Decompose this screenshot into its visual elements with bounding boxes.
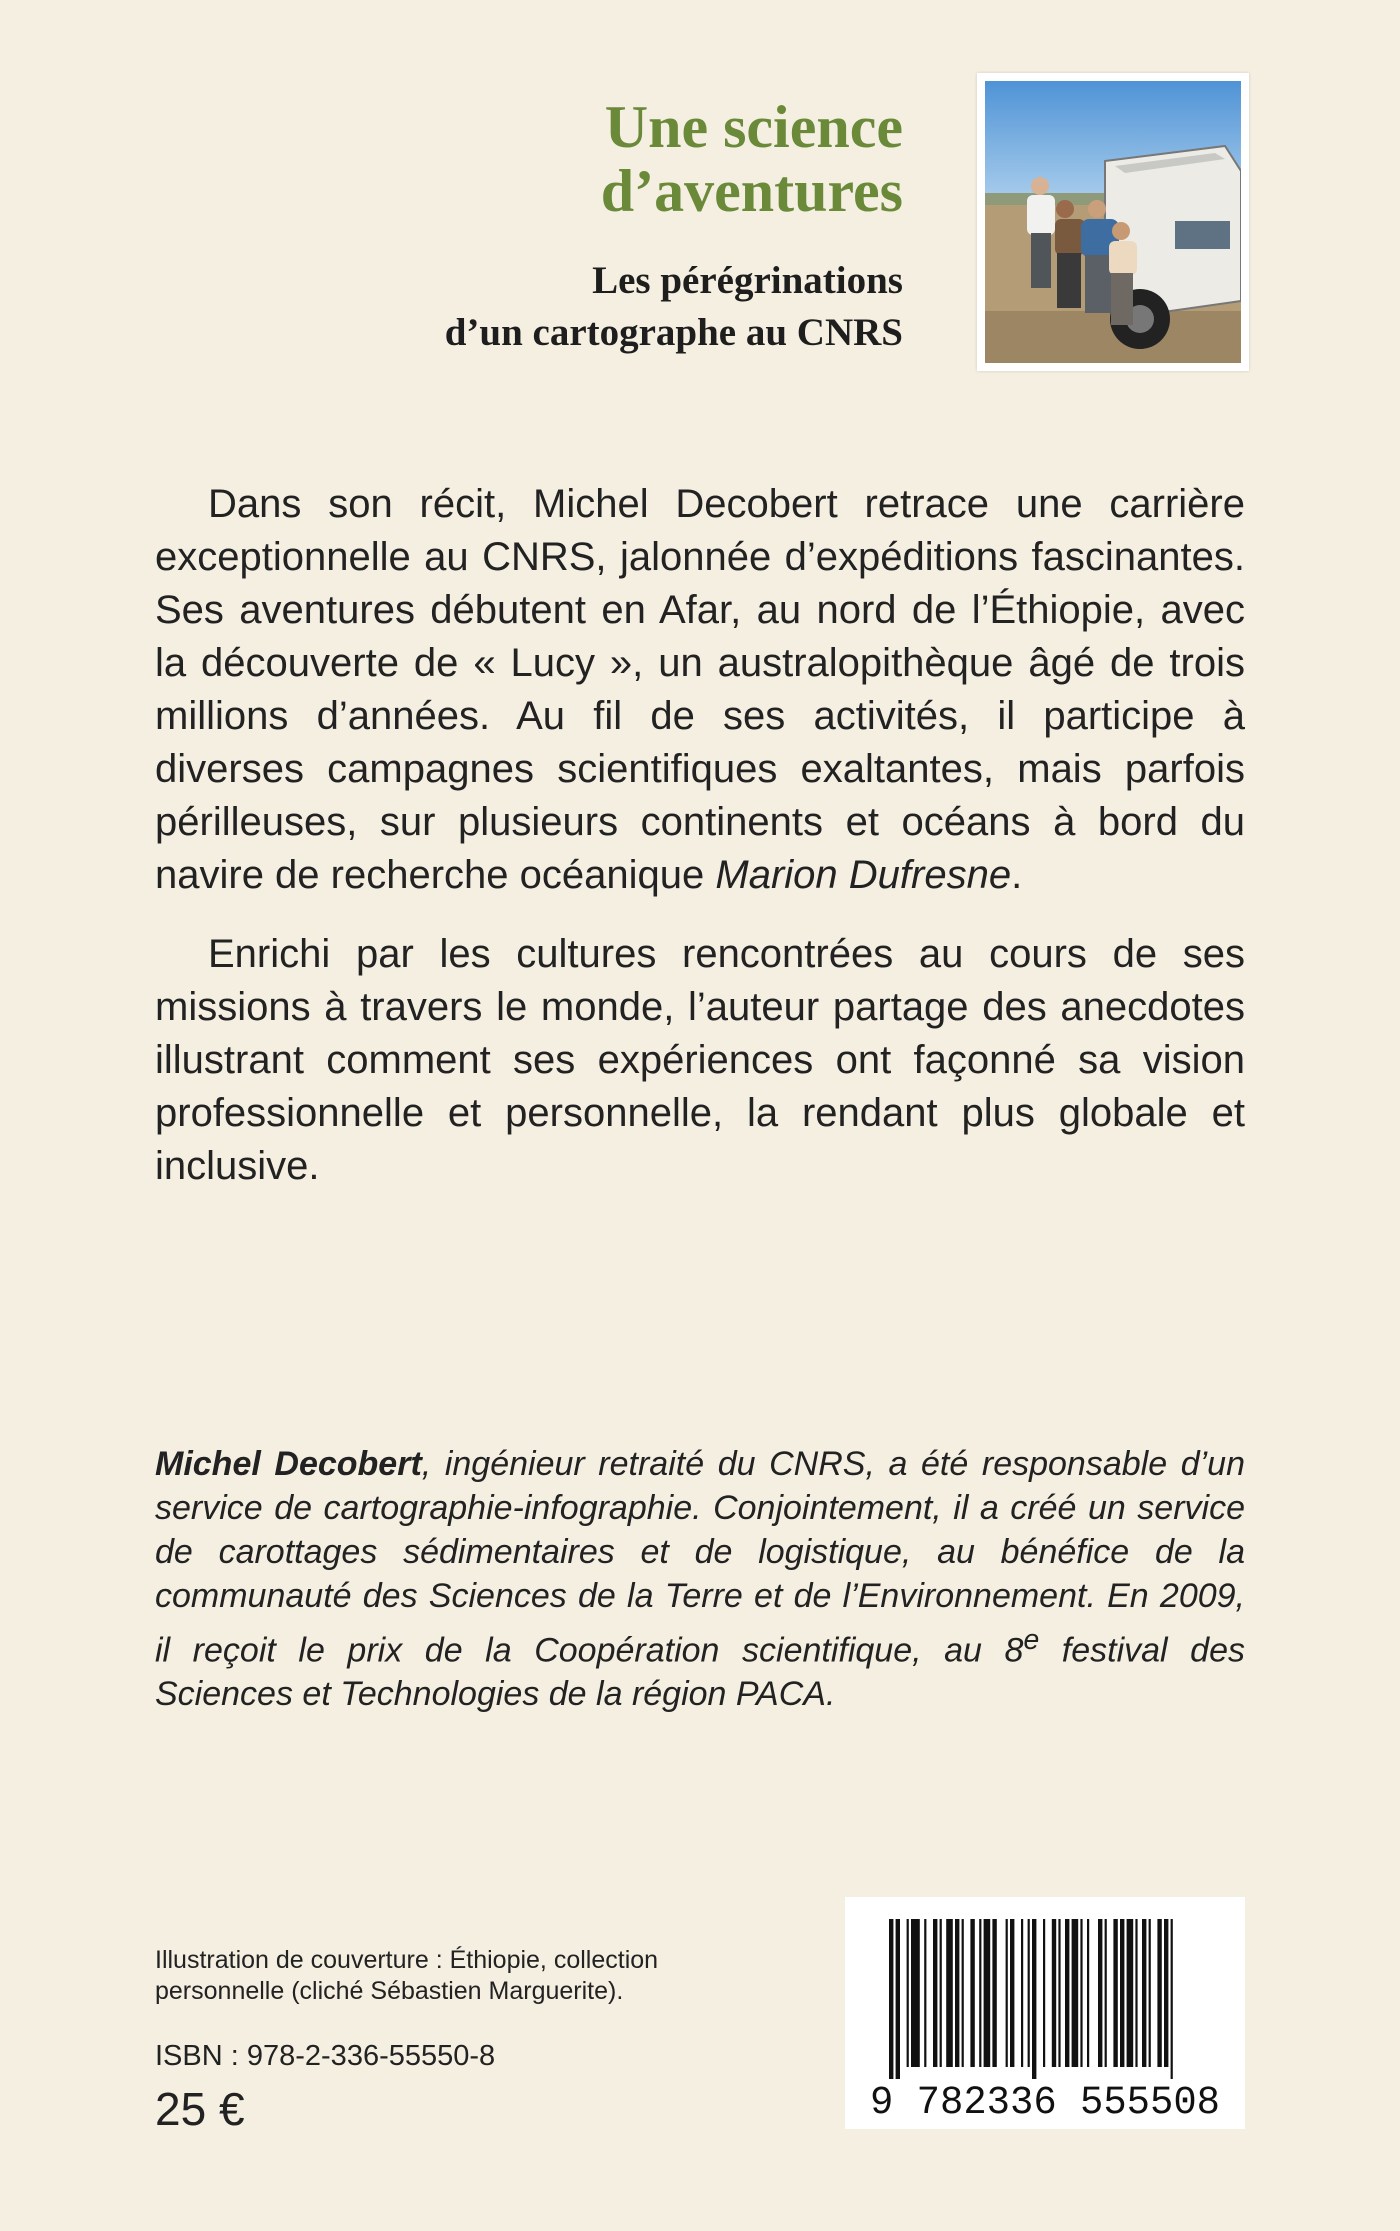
summary-paragraph-1	[155, 478, 1245, 902]
book-subtitle	[343, 255, 903, 359]
barcode-bar	[1142, 1919, 1146, 2067]
barcode	[845, 1897, 1245, 2129]
barcode-bar	[984, 1919, 991, 2067]
bio-superscript: e	[1023, 1624, 1040, 1656]
barcode-bar	[1171, 1919, 1173, 2079]
illustration-credit	[155, 1945, 715, 2007]
barcode-bar	[1065, 1919, 1069, 2067]
barcode-bar	[1135, 1919, 1137, 2067]
barcode-bar	[1072, 1919, 1079, 2067]
barcode-bar	[1052, 1919, 1056, 2067]
barcode-bar	[924, 1919, 926, 2067]
bio-text-part-2: festival des Sciences et Technologies de la région PACA.	[155, 1631, 1246, 1714]
barcode-bar	[1043, 1919, 1045, 2067]
price: 25 €	[155, 2083, 245, 2135]
subtitle-line-1: Les pérégrinations	[592, 259, 903, 302]
barcode-bar	[911, 1919, 920, 2067]
title-block	[343, 95, 903, 359]
summary-paragraph-2: Enrichi par les cultures rencontrées au cours de ses missions à travers le monde, l’auteur partage des anecdotes illustrant comment ses expériences ont façonné sa vision professionnelle et personnelle, la rendant plus globale et inclusive.	[155, 932, 1245, 1188]
barcode-bar	[1080, 1919, 1082, 2067]
isbn: ISBN : 978-2-336-55550-8	[155, 2040, 496, 2072]
barcode-bar	[1120, 1919, 1124, 2067]
title-line-1: Une science	[604, 94, 903, 160]
subtitle-line-2: d’un cartographe au CNRS	[444, 311, 903, 354]
barcode-bar	[1098, 1919, 1102, 2067]
ship-name: Marion Dufresne	[715, 853, 1012, 897]
barcode-bar	[992, 1919, 996, 2067]
barcode-bar	[1032, 1919, 1036, 2079]
barcode-bar	[940, 1919, 942, 2067]
barcode-bar	[970, 1919, 974, 2067]
barcode-bar	[1028, 1919, 1030, 2067]
barcode-number: 9 782336 555508	[870, 2081, 1220, 2126]
barcode-bar	[1164, 1919, 1168, 2067]
summary-paragraph-1-end: .	[1011, 853, 1023, 897]
barcode-bar	[1113, 1919, 1117, 2067]
expedition-photo-icon	[985, 81, 1241, 363]
barcode-bar	[889, 1919, 893, 2079]
credit-line-1: Illustration de couverture : Éthiopie, collection	[155, 1946, 659, 1974]
barcode-bar	[1149, 1919, 1151, 2067]
barcode-bar	[946, 1919, 953, 2067]
title-line-2: d’aventures	[600, 158, 903, 224]
cover-photo	[977, 73, 1249, 371]
barcode-icon	[845, 1897, 1245, 2129]
barcode-bar	[962, 1919, 964, 2067]
credit-line-2: personnelle (cliché Sébastien Marguerite).	[155, 1977, 624, 2005]
barcode-bar	[896, 1919, 900, 2079]
barcode-bar	[1087, 1919, 1089, 2067]
barcode-bar	[1006, 1919, 1008, 2067]
barcode-bar	[979, 1919, 981, 2067]
barcode-bar	[1021, 1919, 1023, 2067]
barcode-bar	[1010, 1919, 1014, 2067]
author-bio	[155, 1442, 1245, 1716]
summary-text	[155, 478, 1245, 1219]
barcode-bar	[1157, 1919, 1161, 2067]
book-title	[343, 95, 903, 223]
barcode-bar	[1058, 1919, 1060, 2067]
summary-paragraph-1-text: Dans son récit, Michel Decobert retrace une carrière exceptionnelle au CNRS, jalonnée d’expéditions fascinantes. Ses aventures débutent en Afar, au nord de l’Éthiopie, avec la découverte de « Lucy », un australopithèque âgé de trois millions d’années. Au fil de ses activités, il participe à diverses campagnes scientifiques exaltantes, mais parfois périlleuses, sur plusieurs continents et océans à bord du navire de recherche océanique	[155, 482, 1245, 897]
barcode-bar	[1105, 1919, 1107, 2067]
barcode-bar	[907, 1919, 909, 2067]
bio-text-part-1: , ingénieur retraité du CNRS, a été responsable d’un service de cartographie-infographie. Conjointement, il a créé un service de carottages sédimentaires et de logistique, au bénéfice de la communauté des Sciences de la Terre et de l’Environnement. En 2009, il reçoit le prix de la Coopération scientifique, au 8	[155, 1445, 1245, 1670]
barcode-bar	[933, 1919, 937, 2067]
barcode-bar	[955, 1919, 959, 2067]
author-name: Michel Decobert	[155, 1445, 422, 1483]
barcode-bar	[1127, 1919, 1134, 2067]
